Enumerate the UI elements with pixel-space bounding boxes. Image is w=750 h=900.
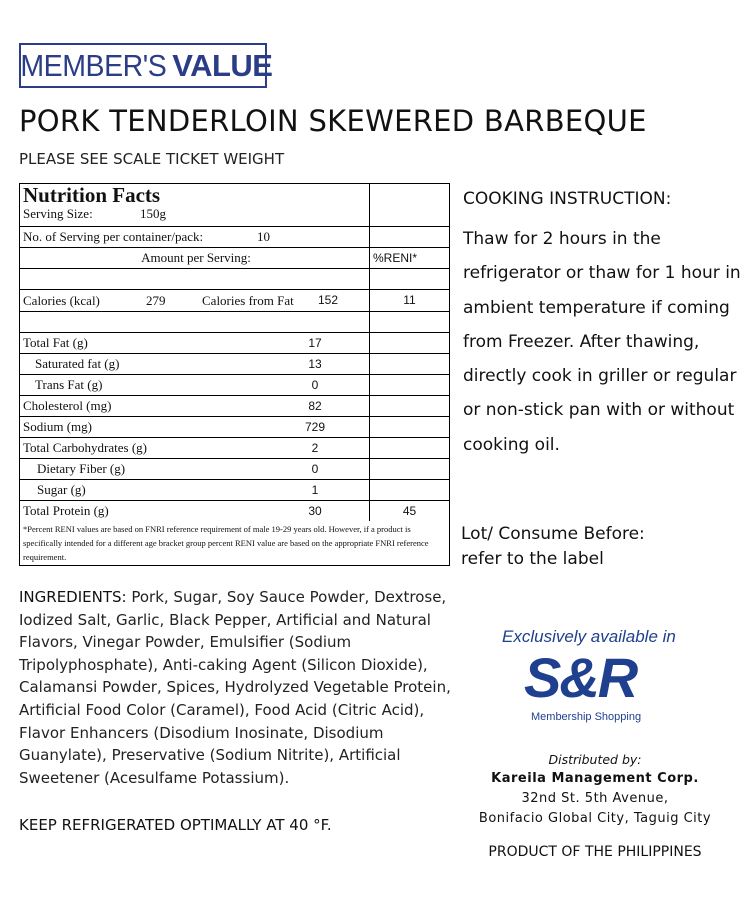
calories-value: 279 xyxy=(146,293,166,308)
product-title: PORK TENDERLOIN SKEWERED BARBEQUE xyxy=(19,104,647,138)
nutrient-reni xyxy=(370,480,449,500)
serving-size-value: 150g xyxy=(140,206,166,221)
brand-word-value: VALUE xyxy=(172,47,273,83)
lot-body: refer to the label xyxy=(461,549,604,569)
nutrient-reni xyxy=(370,354,449,374)
storage-instruction: KEEP REFRIGERATED OPTIMALLY AT 40 °F. xyxy=(19,816,332,834)
blank-row xyxy=(20,312,449,333)
serving-size-label: Serving Size: xyxy=(23,206,93,221)
nutrient-row xyxy=(20,501,449,521)
cooking-instruction-title: COOKING INSTRUCTION: xyxy=(463,189,672,209)
nutrient-row xyxy=(20,459,449,480)
brand-word-members: MEMBER'S xyxy=(19,47,166,83)
nutrient-row xyxy=(20,417,449,438)
nutrient-label: Saturated fat (g) xyxy=(35,356,120,371)
calories-label: Calories (kcal) xyxy=(23,293,100,308)
ingredients-label: INGREDIENTS: xyxy=(19,588,127,606)
servings-row xyxy=(20,227,449,248)
nutrition-footnote: *Percent RENI values are based on FNRI reference requirement of male 19-29 years old. However, if a product is specifically intended for a different age bracket group percent RENI value are based on the appropriate FNRI reference requirement. xyxy=(23,524,429,562)
nutrient-row xyxy=(20,480,449,501)
distributor-company: Kareila Management Corp. xyxy=(491,771,699,786)
calories-reni: 11 xyxy=(403,293,416,307)
nutrition-facts-table xyxy=(19,183,450,566)
exclusive-text: Exclusively available in xyxy=(502,627,676,646)
nutrient-value: 729 xyxy=(304,420,326,434)
calories-from-fat-value: 152 xyxy=(318,293,339,307)
nutrition-header-row xyxy=(20,184,449,227)
nutrition-heading: Nutrition Facts xyxy=(23,183,161,207)
servings-label: No. of Serving per container/pack: xyxy=(23,229,204,244)
reni-header: %RENI* xyxy=(373,251,418,265)
nutrient-reni xyxy=(370,375,449,395)
ingredients-text: Pork, Sugar, Soy Sauce Powder, Dextrose, Iodized Salt, Garlic, Black Pepper, Artificial and Natural Flavors, Vinegar Powder, Emulsifier (Sodium Tripolyphosphate), Anti-caking Agent (Silicon Dioxide), Calamansi Powder, Spices, Hydrolyzed Vegetable Protein, Artificial Food Color (Caramel), Food Acid (Citric Acid), Flavor Enhancers (Disodium Inosinate, Disodium Guanylate), Preservative (Sodium Nitrite), Artificial Sweetener (Acesulfame Potassium). xyxy=(19,588,451,787)
nutrient-value: 0 xyxy=(311,462,319,476)
nutrient-value: 17 xyxy=(308,336,322,350)
nutrient-row xyxy=(20,438,449,459)
blank-row xyxy=(20,269,449,290)
distributor-address-line2: Bonifacio Global City, Taguig City xyxy=(478,811,712,826)
nutrient-value: 2 xyxy=(311,441,319,455)
nutrient-reni xyxy=(370,459,449,479)
ingredients-block xyxy=(19,586,459,789)
nutrient-row xyxy=(20,354,449,375)
nutrient-label: Cholesterol (mg) xyxy=(23,398,112,413)
nutrient-label: Total Protein (g) xyxy=(23,503,109,518)
nutrient-reni xyxy=(370,333,449,353)
nutrient-label: Trans Fat (g) xyxy=(35,377,103,392)
distributed-by-label: Distributed by: xyxy=(548,752,642,767)
calories-row xyxy=(20,290,449,312)
nutrient-row xyxy=(20,396,449,417)
nutrient-label: Sodium (mg) xyxy=(23,419,92,434)
nutrient-value: 82 xyxy=(308,399,322,413)
cooking-instruction-body: Thaw for 2 hours in the refrigerator or thaw for 1 hour in ambient temperature if coming from Freezer. After thawing, directly cook in griller or regular or non-stick pan with or without cooking oil. xyxy=(463,229,741,455)
amount-row xyxy=(20,248,449,269)
nutrient-label: Dietary Fiber (g) xyxy=(37,461,126,476)
nutrient-reni xyxy=(370,438,449,458)
calories-from-fat-label: Calories from Fat xyxy=(202,293,294,308)
amount-per-serving-label: Amount per Serving: xyxy=(141,250,251,265)
servings-value: 10 xyxy=(257,229,270,244)
nutrient-label: Sugar (g) xyxy=(37,482,86,497)
footnote-row xyxy=(20,521,449,565)
lot-title: Lot/ Consume Before: xyxy=(461,524,645,544)
nutrient-value: 0 xyxy=(311,378,319,392)
nutrient-value: 1 xyxy=(311,483,319,497)
distributor-address-line1: 32nd St. 5th Avenue, xyxy=(521,791,669,806)
nutrient-label: Total Fat (g) xyxy=(23,335,88,350)
snr-logo: S&R xyxy=(524,646,637,709)
nutrient-value: 13 xyxy=(308,357,322,371)
nutrient-value: 30 xyxy=(308,504,322,518)
product-origin: PRODUCT OF THE PHILIPPINES xyxy=(488,844,702,860)
nutrient-row xyxy=(20,333,449,354)
weight-note: PLEASE SEE SCALE TICKET WEIGHT xyxy=(19,150,285,168)
nutrient-row xyxy=(20,375,449,396)
nutrient-reni xyxy=(370,396,449,416)
snr-logo-subtitle: Membership Shopping xyxy=(531,711,642,723)
brand-logo xyxy=(19,43,273,88)
nutrient-label: Total Carbohydrates (g) xyxy=(23,440,147,455)
nutrient-reni xyxy=(370,417,449,437)
nutrient-reni: 45 xyxy=(402,504,417,518)
